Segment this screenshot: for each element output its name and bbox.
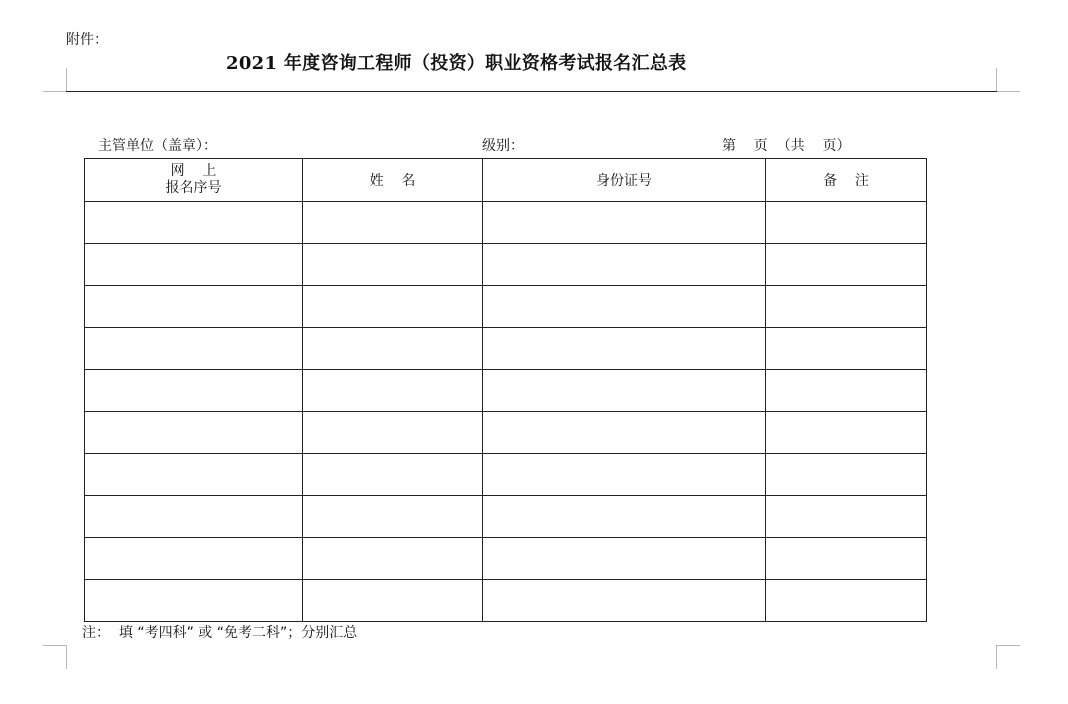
table-cell[interactable] [85,538,303,580]
table-cell[interactable] [483,538,766,580]
table-cell[interactable] [85,580,303,622]
table-cell[interactable] [303,580,483,622]
table-cell[interactable] [303,244,483,286]
table-cell[interactable] [303,286,483,328]
table-cell[interactable] [766,412,927,454]
crop-mark-top-right-h [996,91,1020,92]
table-cell[interactable] [766,286,927,328]
table-cell[interactable] [483,244,766,286]
table-row [85,370,927,412]
footnote: 注： 填 “考四科” 或 “免考二科”；分别汇总 [82,625,358,641]
table-row [85,496,927,538]
header-online-serial [85,159,303,202]
header-id-number: 身份证号 [483,159,766,202]
table-cell[interactable] [766,454,927,496]
table-cell[interactable] [303,496,483,538]
table-cell[interactable] [303,412,483,454]
table-cell[interactable] [85,496,303,538]
attachment-label: 附件： [66,32,108,48]
table-cell[interactable] [483,370,766,412]
page-count-label: 第 页 （共 页） [722,138,851,154]
header-rule [66,91,997,92]
table-cell[interactable] [85,412,303,454]
table-cell[interactable] [766,580,927,622]
header-online-serial-line1: 网 上 [170,163,217,179]
table-cell[interactable] [766,538,927,580]
header-name: 姓 名 [303,159,483,202]
table-cell[interactable] [483,328,766,370]
crop-mark-top-left-h [43,91,67,92]
table-cell[interactable] [483,496,766,538]
table-cell[interactable] [85,370,303,412]
table-row [85,538,927,580]
table-cell[interactable] [303,328,483,370]
table-cell[interactable] [303,370,483,412]
table-cell[interactable] [483,454,766,496]
table-cell[interactable] [766,328,927,370]
table-cell[interactable] [85,202,303,244]
crop-mark-bottom-left-h [43,645,67,646]
table-cell[interactable] [303,538,483,580]
table-cell[interactable] [303,202,483,244]
registration-summary-table [84,158,927,622]
table-cell[interactable] [483,580,766,622]
table-cell[interactable] [85,244,303,286]
table-cell[interactable] [483,412,766,454]
table-cell[interactable] [483,202,766,244]
table-row [85,202,927,244]
table-cell[interactable] [766,244,927,286]
table-cell[interactable] [85,454,303,496]
level-label: 级别： [482,138,524,154]
table-cell[interactable] [85,328,303,370]
table-row [85,412,927,454]
crop-mark-top-left-v [66,68,67,92]
table-header-row [85,159,927,202]
table-cell[interactable] [85,286,303,328]
table-row [85,454,927,496]
table-cell[interactable] [483,286,766,328]
crop-mark-bottom-right-v [996,645,997,669]
crop-mark-bottom-left-v [66,645,67,669]
table-row [85,244,927,286]
table-cell[interactable] [766,202,927,244]
header-online-serial-line2: 报名序号 [165,180,222,196]
document-title: 2021 年度咨询工程师（投资）职业资格考试报名汇总表 [226,53,687,74]
table-cell[interactable] [766,496,927,538]
table-row [85,286,927,328]
unit-label: 主管单位（盖章）： [98,138,217,154]
table-body [85,202,927,622]
table-cell[interactable] [303,454,483,496]
table-row [85,580,927,622]
crop-mark-bottom-right-h [996,645,1020,646]
crop-mark-top-right-v [996,68,997,92]
table-row [85,328,927,370]
header-remarks: 备 注 [766,159,927,202]
table-cell[interactable] [766,370,927,412]
